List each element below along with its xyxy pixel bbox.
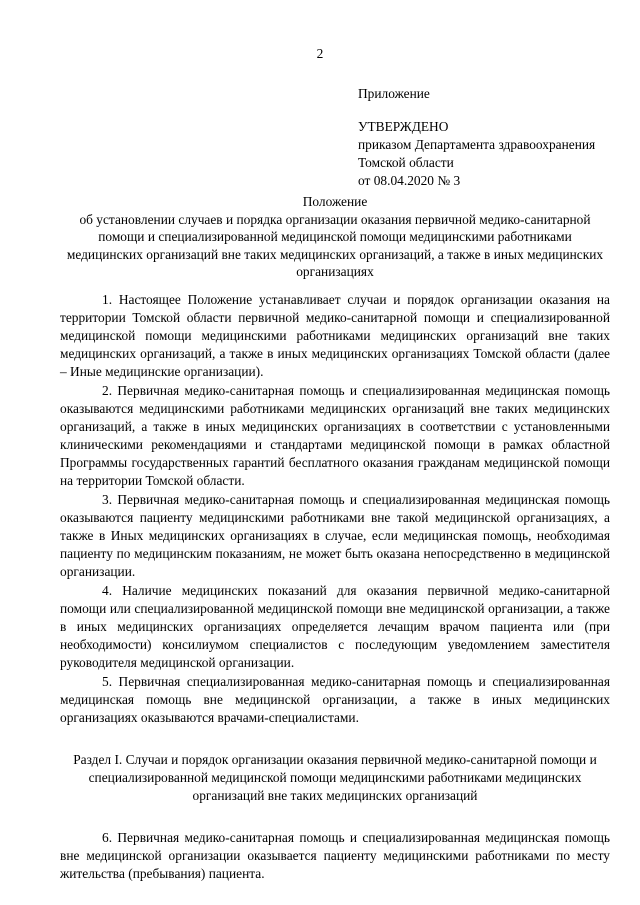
approval-line-1: приказом Департамента здравоохранения	[358, 137, 596, 152]
title-subtitle: об установлении случаев и порядка организации оказания первичной медико-санитарной помощи и специализированной медицинской помощи медицинскими работниками медицинских организаций вне таких медицинских организаций, а также в иных медицинских организациях	[66, 211, 604, 280]
paragraph-4: 4. Наличие медицинских показаний для оказания первичной медико-санитарной помощи или специализированной медицинской помощи вне медицинской организации, а также в иных медицинских организациях определяется лечащим врачом пациента или (при необходимости) консилиумом специалистов с последующим уведомлением заместителя руководителя медицинской организации.	[60, 583, 610, 670]
approval-line-2: Томской области	[358, 155, 454, 170]
paragraph-1: 1. Настоящее Положение устанавливает случаи и порядок организации оказания на территории Томской области первичной медико-санитарной помощи и специализированной медицинской помощи медицинскими работниками медицинских организаций вне таких медицинских организаций, а также в иных медицинских организациях Томской области (далее – Иные медицинские организации).	[60, 292, 610, 379]
document-title	[60, 193, 610, 281]
paragraph-6: 6. Первичная медико-санитарная помощь и специализированная медицинская помощь вне медицинской организации оказывается пациенту медицинскими работниками по месту жительства (пребывания) пациента.	[60, 830, 610, 881]
page-number: 2	[316, 46, 324, 61]
approved-label: УТВЕРЖДЕНО	[358, 119, 449, 134]
paragraph-2: 2. Первичная медико-санитарная помощь и специализированная медицинская помощь оказываются медицинскими работниками медицинских организаций вне таких медицинских организаций, а также в иных медицинских организациях в соответствии с установленными клиническими рекомендациями и стандартами медицинской помощи в рамках областной Программы государственных гарантий бесплатного оказания гражданам медицинской помощи на территории Томской области.	[60, 383, 610, 488]
paragraph-5: 5. Первичная специализированная медико-санитарная помощь и специализированная медицинская помощь вне медицинской организации, а также в иных медицинских организациях оказываются врачами-специалистами.	[60, 674, 610, 725]
document-body	[60, 291, 610, 884]
approval-line-3: от 08.04.2020 № 3	[358, 173, 461, 188]
approval-stamp	[358, 85, 595, 190]
appendix-label: Приложение	[358, 86, 430, 101]
paragraph-3: 3. Первичная медико-санитарная помощь и специализированная медицинская помощь оказываются пациенту медицинскими работниками вне такой медицинской организациях, а также в Иных медицинских организациях в случае, если медицинская помощь, необходимая пациенту по медицинским показаниям, не может быть оказана непосредственно в медицинской организации.	[60, 492, 610, 579]
section-title: Раздел I. Случаи и порядок организации оказания первичной медико-санитарной помощи и специализированной медицинской помощи медицинскими работниками медицинских организаций вне таких медицинских организаций	[73, 752, 597, 803]
title-heading: Положение	[302, 194, 368, 209]
